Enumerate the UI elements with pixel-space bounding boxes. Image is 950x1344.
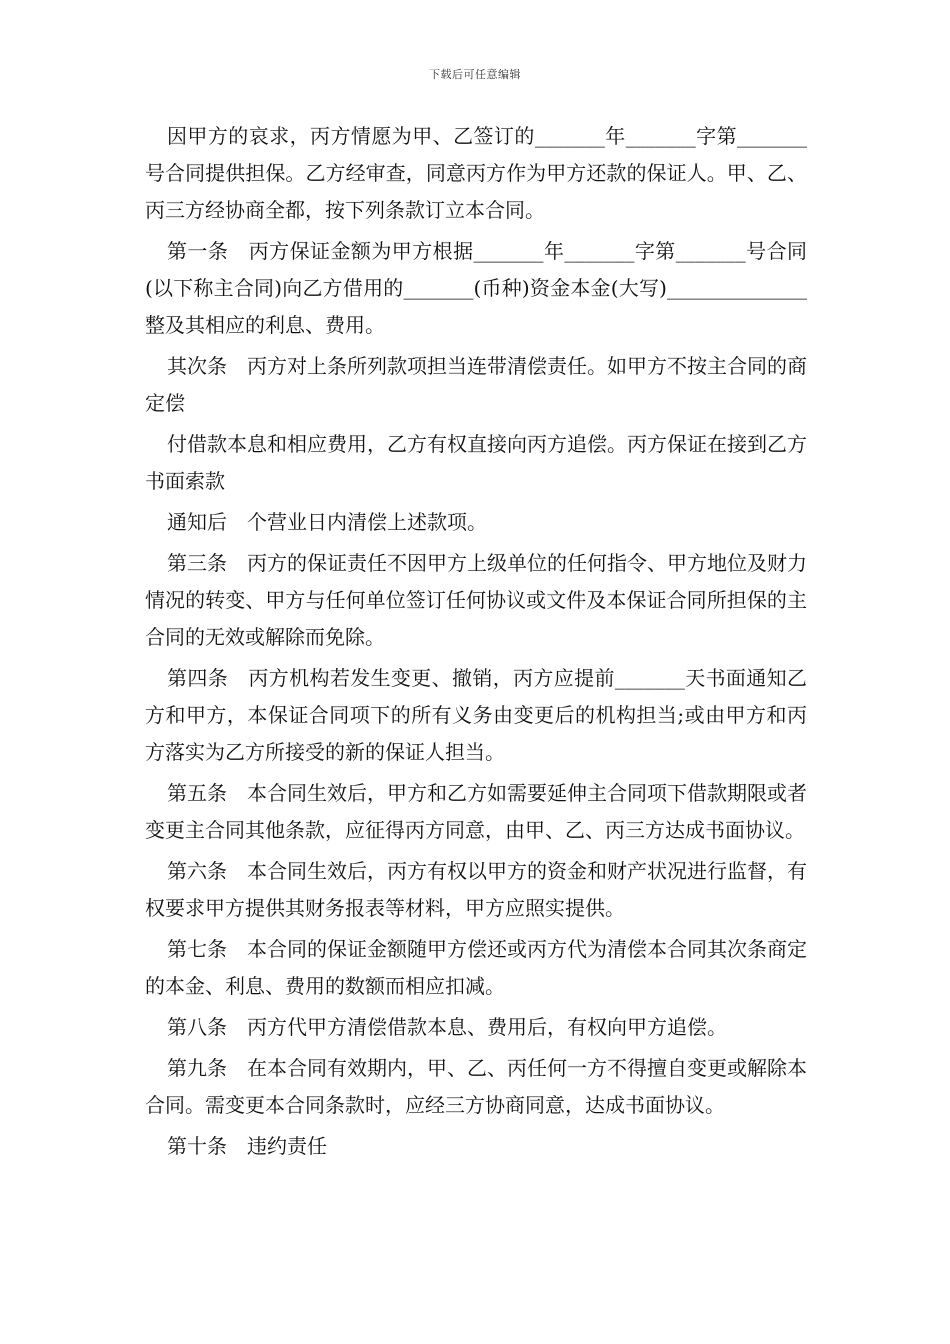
article-2-part-2: 付借款本息和相应费用，乙方有权直接向丙方追偿。丙方保证在接到乙方书面索款 bbox=[145, 432, 807, 493]
article-8: 第八条 丙方代甲方清偿借款本息、费用后，有权向甲方追偿。 bbox=[167, 1015, 727, 1039]
article-7: 第七条 本合同的保证金额随甲方偿还或丙方代为清偿本合同其次条商定的本金、利息、费用的数额而相应扣减。 bbox=[145, 937, 807, 998]
contract-body bbox=[145, 118, 807, 1169]
article-2-part-3: 通知后 个营业日内清偿上述款项。 bbox=[167, 510, 487, 534]
article-5: 第五条 本合同生效后，甲方和乙方如需要延伸主合同项下借款期限或者变更主合同其他条款，应征得丙方同意，由甲、乙、丙三方达成书面协议。 bbox=[145, 781, 807, 842]
article-9: 第九条 在本合同有效期内，甲、乙、丙任何一方不得擅自变更或解除本合同。需变更本合同条款时，应经三方协商同意，达成书面协议。 bbox=[145, 1056, 807, 1117]
page-header: 下载后可任意编辑 bbox=[429, 68, 521, 81]
article-2-part-1: 其次条 丙方对上条所列款项担当连带清偿责任。如甲方不按主合同的商定偿 bbox=[145, 354, 807, 415]
article-1: 第一条 丙方保证金额为甲方根据_______年_______字第_______号合同(以下称主合同)向乙方借用的_______(币种)资金本金(大写)______________整及其相应的利息、费用。 bbox=[145, 239, 807, 337]
preamble-paragraph: 因甲方的哀求，丙方情愿为甲、乙签订的_______年_______字第_______号合同提供担保。乙方经审查，同意丙方作为甲方还款的保证人。甲、乙、丙三方经协商全都，按下列条款订立本合同。 bbox=[145, 124, 807, 222]
article-4: 第四条 丙方机构若发生变更、撤销，丙方应提前_______天书面通知乙方和甲方，本保证合同项下的所有义务由变更后的机构担当;或由甲方和丙方落实为乙方所接受的新的保证人担当。 bbox=[145, 666, 807, 764]
article-10-heading: 第十条 违约责任 bbox=[167, 1134, 327, 1158]
article-6: 第六条 本合同生效后，丙方有权以甲方的资金和财产状况进行监督，有权要求甲方提供其财务报表等材料，甲方应照实提供。 bbox=[145, 859, 807, 920]
article-3: 第三条 丙方的保证责任不因甲方上级单位的任何指令、甲方地位及财力情况的转变、甲方与任何单位签订任何协议或文件及本保证合同所担保的主合同的无效或解除而免除。 bbox=[145, 551, 807, 649]
